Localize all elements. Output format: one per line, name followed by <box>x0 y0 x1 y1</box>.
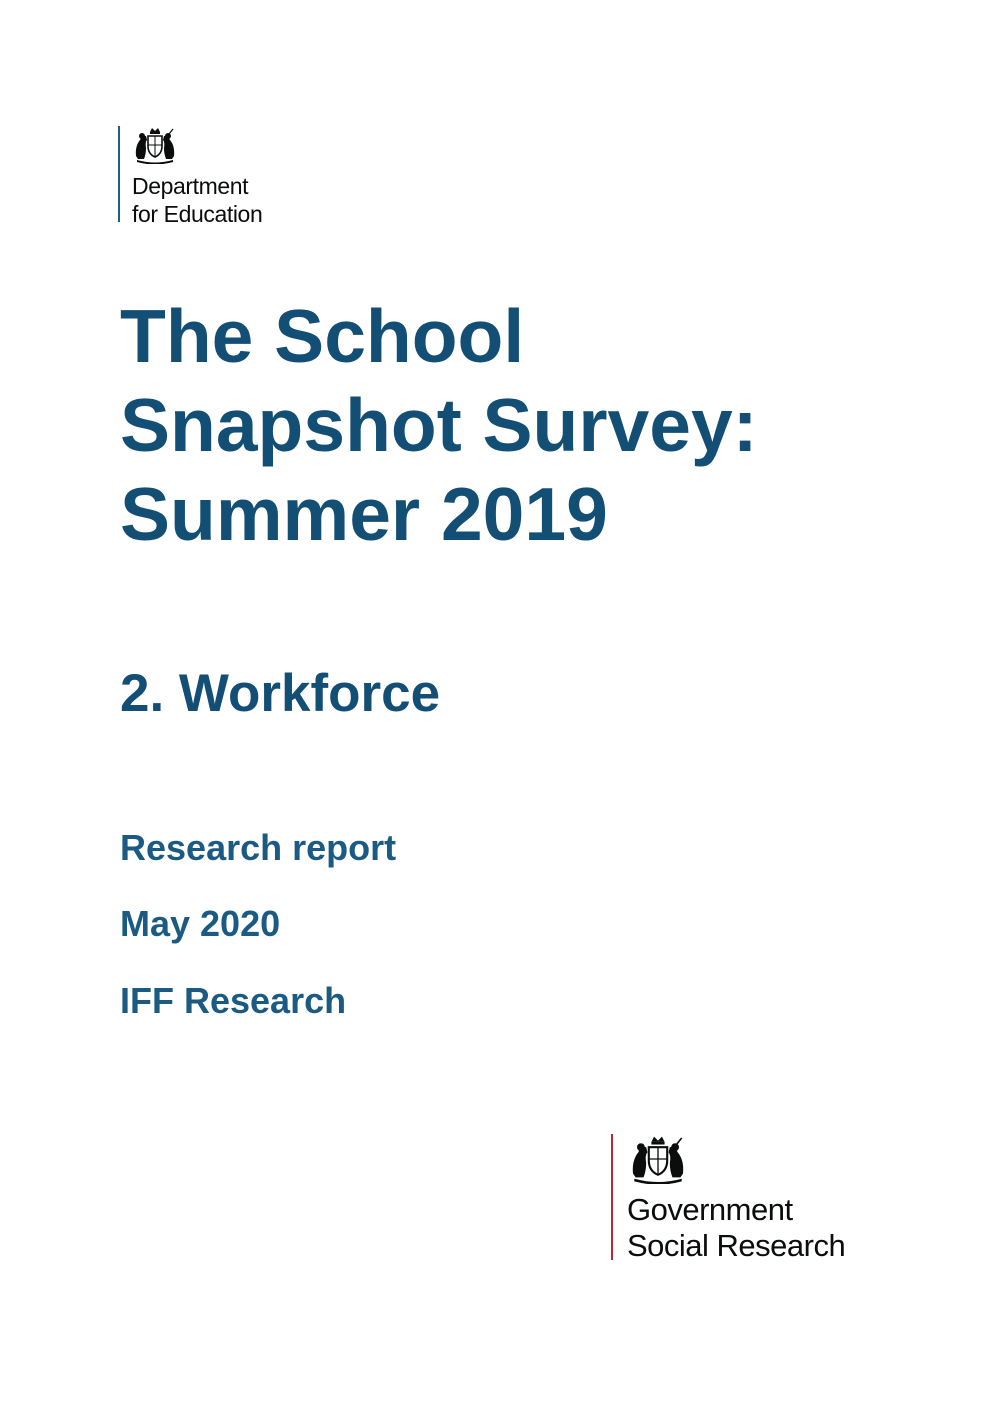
gsr-logo <box>611 1134 846 1263</box>
royal-coat-of-arms-icon <box>627 1134 689 1184</box>
gsr-logo-text <box>627 1192 887 1264</box>
publication-date: May 2020 <box>120 903 281 944</box>
report-author: IFF Research <box>120 980 347 1021</box>
dfe-logo-line1: Department <box>132 173 249 199</box>
report-title-line3: Summer 2019 <box>120 472 608 556</box>
royal-coat-of-arms-icon <box>132 126 178 164</box>
gsr-logo-line2: Social Research <box>627 1228 846 1263</box>
report-type: Research report <box>120 827 397 868</box>
report-title <box>120 292 880 559</box>
dfe-logo-text <box>132 172 332 228</box>
gsr-logo-line1: Government <box>627 1192 793 1227</box>
report-title-line2: Snapshot Survey: <box>120 383 758 467</box>
dfe-logo <box>118 126 263 227</box>
section-title: 2. Workforce <box>120 664 441 723</box>
dfe-logo-line2: for Education <box>132 201 263 227</box>
report-title-line1: The School <box>120 294 525 378</box>
